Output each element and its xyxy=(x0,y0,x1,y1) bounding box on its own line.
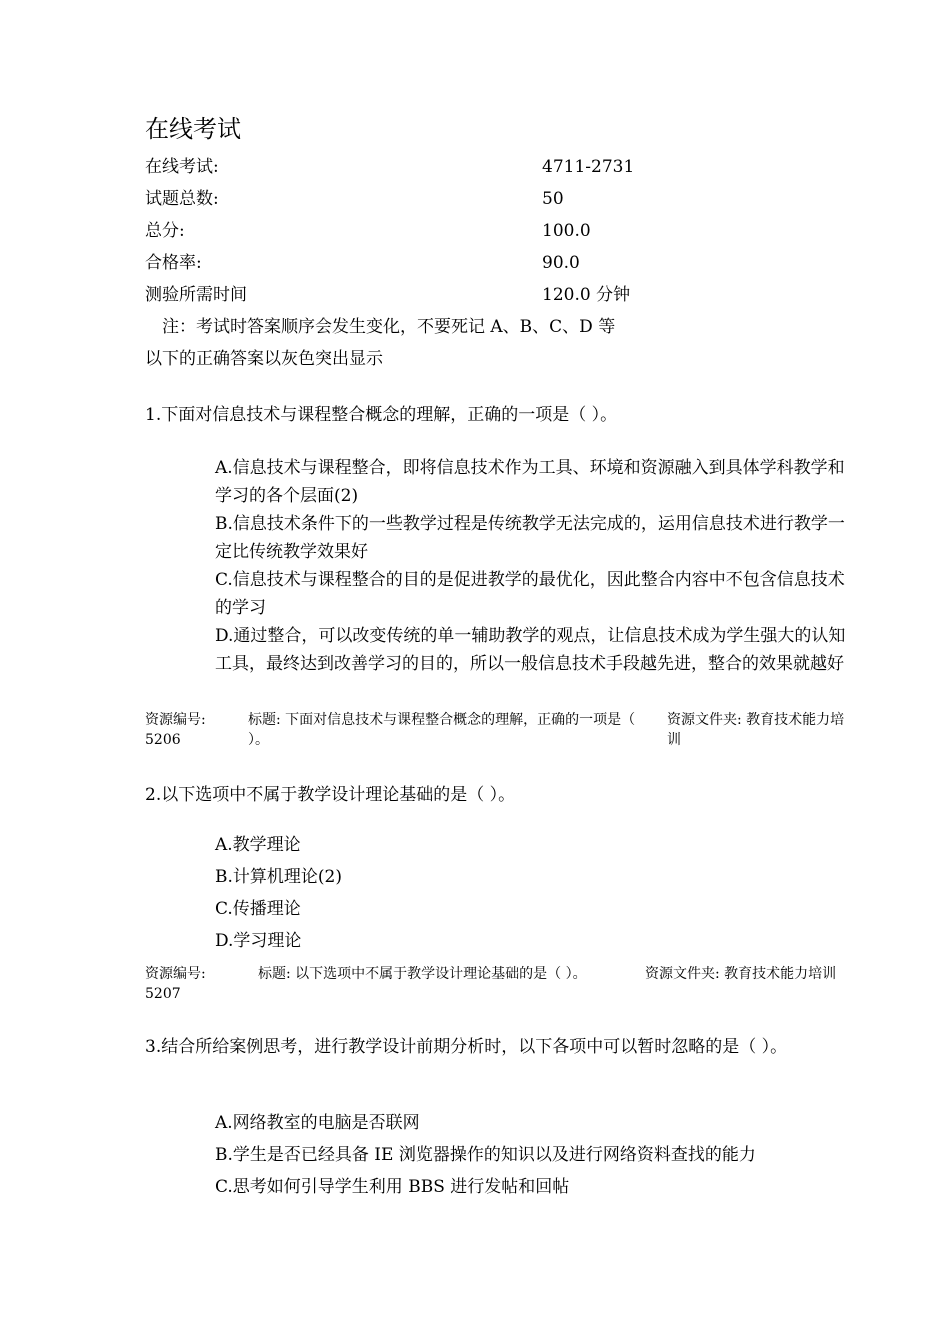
info-value: 100.0 xyxy=(542,221,591,241)
option-c: C.思考如何引导学生利用 BBS 进行发帖和回帖 xyxy=(215,1177,570,1197)
info-row-total-questions xyxy=(145,185,845,213)
option-d: D.学习理论 xyxy=(215,931,302,951)
question-text: 3.结合所给案例思考，进行教学设计前期分析时，以下各项中可以暂时忽略的是（ ）。 xyxy=(145,1037,788,1057)
info-label: 试题总数: xyxy=(145,189,219,209)
note-highlight: 以下的正确答案以灰色突出显示 xyxy=(145,349,383,369)
resource-title: 标题: 下面对信息技术与课程整合概念的理解，正确的一项是（ ）。 xyxy=(248,712,636,748)
question-text: 1.下面对信息技术与课程整合概念的理解，正确的一项是（ ）。 xyxy=(145,405,618,425)
info-row-exam xyxy=(145,153,845,181)
info-label: 合格率: xyxy=(145,253,202,273)
info-label: 总分: xyxy=(145,221,185,241)
info-row-time xyxy=(145,281,845,309)
info-value: 120.0 分钟 xyxy=(542,285,631,305)
option-a: A.网络教室的电脑是否联网 xyxy=(215,1113,420,1133)
page-title: 在线考试 xyxy=(145,115,241,143)
question-text: 2.以下选项中不属于教学设计理论基础的是（ ）。 xyxy=(145,785,516,805)
info-value: 4711-2731 xyxy=(542,157,635,177)
option-b: B.计算机理论(2) xyxy=(215,867,342,887)
option-a: A.教学理论 xyxy=(215,835,301,855)
option-c: C.信息技术与课程整合的目的是促进教学的最优化，因此整合内容中不包含信息技术的学习 xyxy=(215,570,845,618)
info-value: 90.0 xyxy=(542,253,580,273)
resource-id: 资源编号: 5206 xyxy=(145,712,206,748)
resource-id: 资源编号: 5207 xyxy=(145,966,206,1002)
resource-title: 标题: 以下选项中不属于教学设计理论基础的是（ ）。 xyxy=(258,966,587,982)
info-row-total-score xyxy=(145,217,845,245)
option-b: B.信息技术条件下的一些教学过程是传统教学无法完成的，运用信息技术进行教学一定比传统教学效果好 xyxy=(215,514,845,562)
option-d: D.通过整合，可以改变传统的单一辅助教学的观点，让信息技术成为学生强大的认知工具，最终达到改善学习的目的，所以一般信息技术手段越先进，整合的效果就越好 xyxy=(215,626,846,674)
note-order: 注：考试时答案顺序会发生变化，不要死记 A、B、C、D 等 xyxy=(162,317,616,337)
resource-folder: 资源文件夹: 教育技术能力培训 xyxy=(645,966,837,982)
info-row-pass-rate xyxy=(145,249,845,277)
info-label: 在线考试: xyxy=(145,157,219,177)
option-a: A.信息技术与课程整合，即将信息技术作为工具、环境和资源融入到具体学科教学和学习的各个层面(2) xyxy=(215,458,845,506)
resource-folder: 资源文件夹: 教育技术能力培训 xyxy=(667,712,845,748)
option-b: B.学生是否已经具备 IE 浏览器操作的知识以及进行网络资料查找的能力 xyxy=(215,1145,756,1165)
info-label: 测验所需时间 xyxy=(145,285,247,305)
info-value: 50 xyxy=(542,189,564,209)
option-c: C.传播理论 xyxy=(215,899,301,919)
